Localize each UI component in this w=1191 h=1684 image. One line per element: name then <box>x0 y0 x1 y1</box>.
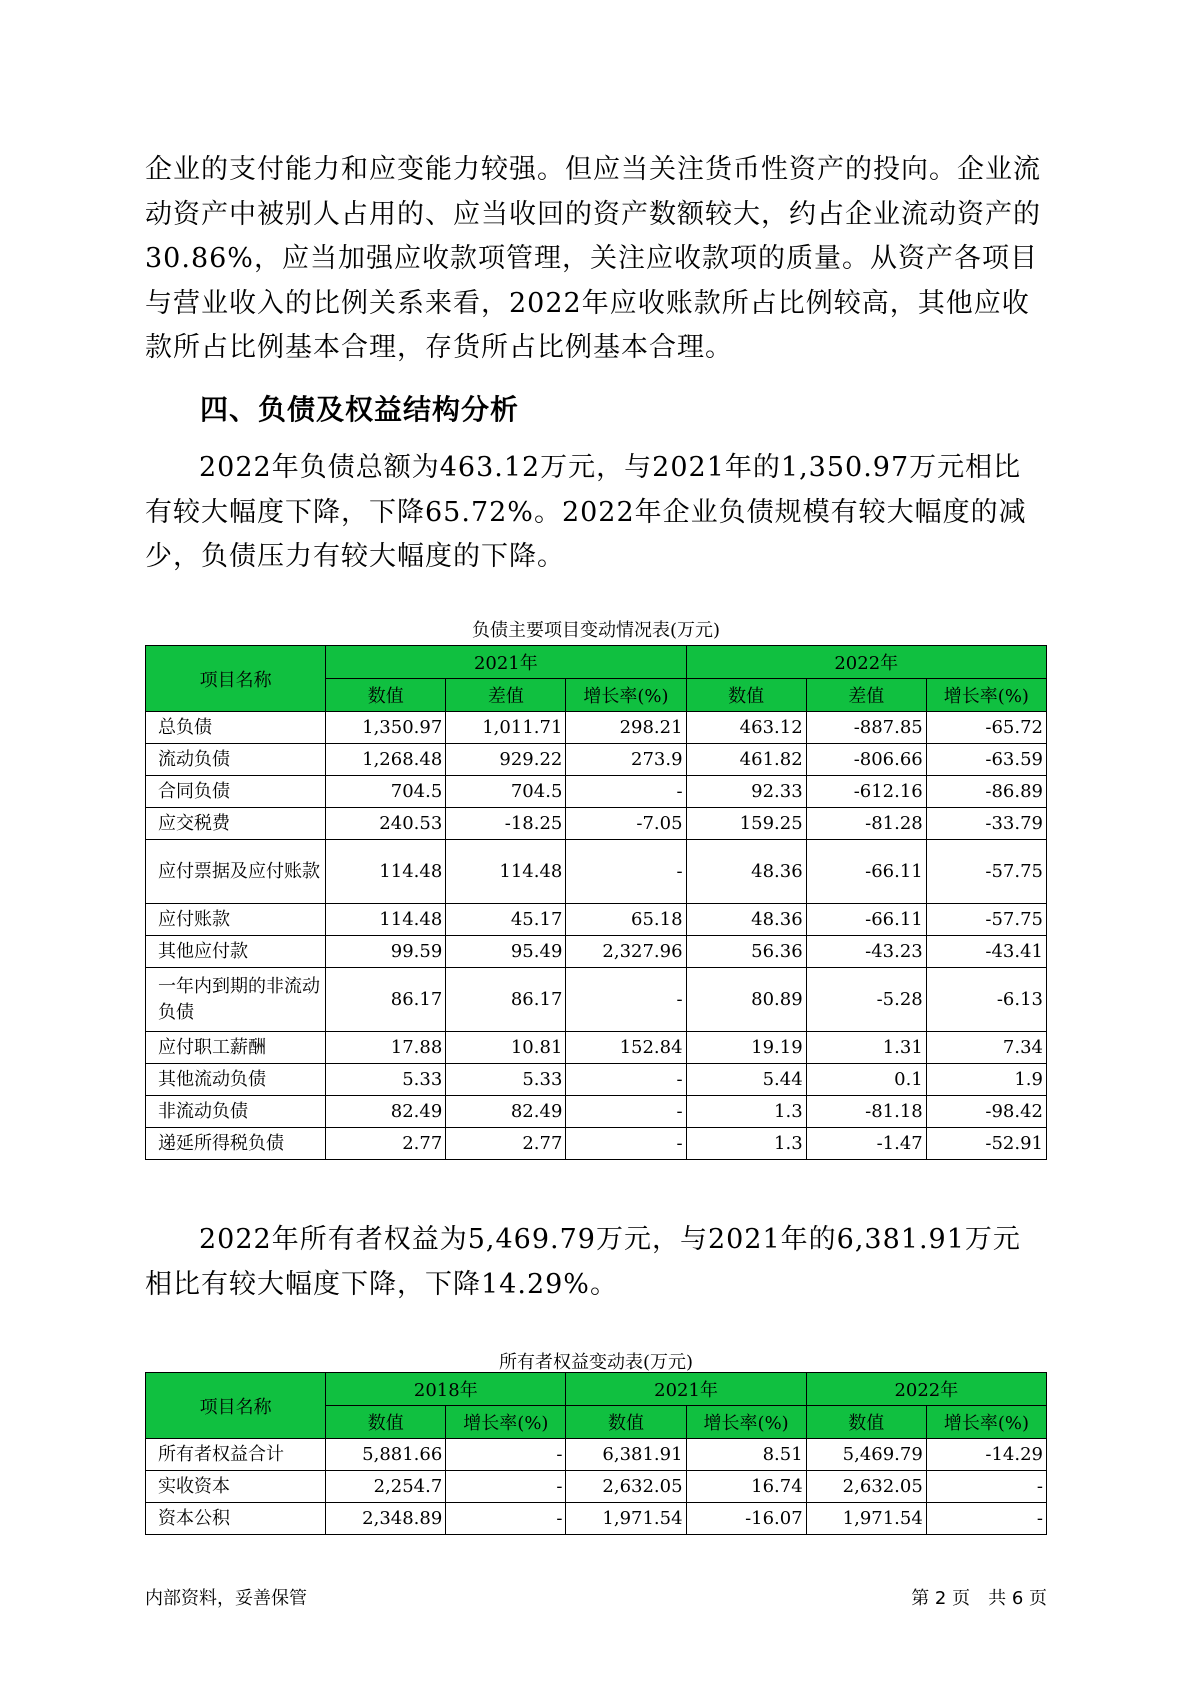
table-cell: 2,632.05 <box>806 1471 926 1503</box>
row-label: 应交税费 <box>146 808 326 840</box>
footer-page-number: 第 2 页 共 6 页 <box>911 1588 1047 1609</box>
row-label: 流动负债 <box>146 744 326 776</box>
table-cell: 82.49 <box>446 1096 566 1128</box>
table-cell: 273.9 <box>566 744 686 776</box>
row-label: 应付职工薪酬 <box>146 1032 326 1064</box>
table-cell: - <box>566 968 686 1032</box>
table-cell: 2,632.05 <box>566 1471 686 1503</box>
table-cell: 114.48 <box>326 840 446 904</box>
name-column-header: 项目名称 <box>146 646 326 712</box>
row-label: 应付票据及应付账款 <box>146 840 326 904</box>
table-cell: - <box>446 1471 566 1503</box>
table-cell: 152.84 <box>566 1032 686 1064</box>
column-header: 增长率(%) <box>926 1406 1046 1439</box>
table-cell: 86.17 <box>326 968 446 1032</box>
table-cell: 2,348.89 <box>326 1503 446 1535</box>
table-cell: -43.41 <box>926 936 1046 968</box>
table-cell: 99.59 <box>326 936 446 968</box>
table-cell: 2,327.96 <box>566 936 686 968</box>
table-cell: 1,971.54 <box>566 1503 686 1535</box>
table-cell: 86.17 <box>446 968 566 1032</box>
table-row <box>146 744 1047 776</box>
row-label: 所有者权益合计 <box>146 1439 326 1471</box>
table-cell: - <box>446 1503 566 1535</box>
table-cell: 2.77 <box>326 1128 446 1160</box>
table-cell: 7.34 <box>926 1032 1046 1064</box>
table-cell: -81.18 <box>806 1096 926 1128</box>
liabilities-table <box>145 645 1047 1160</box>
table-cell: -1.47 <box>806 1128 926 1160</box>
table-row <box>146 1439 1047 1471</box>
row-label: 递延所得税负债 <box>146 1128 326 1160</box>
table-cell: 56.36 <box>686 936 806 968</box>
table-cell: -14.29 <box>926 1439 1046 1471</box>
table-cell: 48.36 <box>686 904 806 936</box>
row-label: 非流动负债 <box>146 1096 326 1128</box>
column-header: 增长率(%) <box>566 679 686 712</box>
table-row <box>146 1032 1047 1064</box>
table-row <box>146 1471 1047 1503</box>
column-header: 数值 <box>686 679 806 712</box>
table-cell: -98.42 <box>926 1096 1046 1128</box>
table-cell: 240.53 <box>326 808 446 840</box>
table-cell: -7.05 <box>566 808 686 840</box>
column-header: 数值 <box>326 679 446 712</box>
table-cell: -612.16 <box>806 776 926 808</box>
table-cell: 159.25 <box>686 808 806 840</box>
year-header: 2021年 <box>566 1373 806 1406</box>
table-cell: -66.11 <box>806 840 926 904</box>
table-row <box>146 1128 1047 1160</box>
row-label: 应付账款 <box>146 904 326 936</box>
year-header: 2022年 <box>806 1373 1046 1406</box>
table-row <box>146 968 1047 1032</box>
table-cell: -81.28 <box>806 808 926 840</box>
table-row <box>146 1064 1047 1096</box>
table-cell: -887.85 <box>806 712 926 744</box>
table-row <box>146 712 1047 744</box>
table-cell: -806.66 <box>806 744 926 776</box>
table-cell: 463.12 <box>686 712 806 744</box>
table-cell: -52.91 <box>926 1128 1046 1160</box>
table-cell: 48.36 <box>686 840 806 904</box>
table-cell: 0.1 <box>806 1064 926 1096</box>
column-header: 数值 <box>806 1406 926 1439</box>
table-cell: 298.21 <box>566 712 686 744</box>
table-cell: 929.22 <box>446 744 566 776</box>
table-cell: 2.77 <box>446 1128 566 1160</box>
table-cell: 16.74 <box>686 1471 806 1503</box>
year-header: 2022年 <box>686 646 1046 679</box>
table-row <box>146 808 1047 840</box>
year-header: 2021年 <box>326 646 686 679</box>
column-header: 差值 <box>446 679 566 712</box>
table-cell: 8.51 <box>686 1439 806 1471</box>
table-cell: - <box>926 1471 1046 1503</box>
table-cell: - <box>926 1503 1046 1535</box>
table-cell: 5,881.66 <box>326 1439 446 1471</box>
table-cell: 80.89 <box>686 968 806 1032</box>
column-header: 增长率(%) <box>446 1406 566 1439</box>
table-cell: 1.9 <box>926 1064 1046 1096</box>
name-column-header: 项目名称 <box>146 1373 326 1439</box>
table-cell: 1.3 <box>686 1128 806 1160</box>
table-cell: -86.89 <box>926 776 1046 808</box>
table-cell: - <box>566 776 686 808</box>
row-label: 其他流动负债 <box>146 1064 326 1096</box>
row-label: 实收资本 <box>146 1471 326 1503</box>
table-cell: -18.25 <box>446 808 566 840</box>
table-cell: -66.11 <box>806 904 926 936</box>
body-paragraph-1: 企业的支付能力和应变能力较强。但应当关注货币性资产的投向。企业流动资产中被别人占用的、应当收回的资产数额较大，约占企业流动资产的30.86%，应当加强应收款项管理，关注应收款项的质量。从资产各项目与营业收入的比例关系来看，2022年应收账款所占比例较高，其他应收款所占比例基本合理，存货所占比例基本合理。 <box>145 154 1041 363</box>
table-row <box>146 776 1047 808</box>
table-cell: -63.59 <box>926 744 1046 776</box>
table-cell: 65.18 <box>566 904 686 936</box>
year-header: 2018年 <box>326 1373 566 1406</box>
section-heading: 四、负债及权益结构分析 <box>200 393 520 426</box>
table-cell: 19.19 <box>686 1032 806 1064</box>
body-paragraph-2: 2022年负债总额为463.12万元，与2021年的1,350.97万元相比有较大幅度下降，下降65.72%。2022年企业负债规模有较大幅度的减少，负债压力有较大幅度的下降。 <box>145 452 1027 572</box>
table-cell: - <box>446 1439 566 1471</box>
table-cell: - <box>566 1064 686 1096</box>
table-cell: -33.79 <box>926 808 1046 840</box>
column-header: 数值 <box>566 1406 686 1439</box>
table1-caption: 负债主要项目变动情况表(万元) <box>471 620 721 641</box>
table-row <box>146 904 1047 936</box>
table-cell: -57.75 <box>926 904 1046 936</box>
equity-table <box>145 1372 1047 1535</box>
table-row <box>146 1503 1047 1535</box>
table-cell: 2,254.7 <box>326 1471 446 1503</box>
table-cell: - <box>566 1128 686 1160</box>
table-cell: 461.82 <box>686 744 806 776</box>
table-row <box>146 840 1047 904</box>
column-header: 数值 <box>326 1406 446 1439</box>
table-cell: - <box>566 1096 686 1128</box>
table-cell: 5.44 <box>686 1064 806 1096</box>
table-cell: 1,268.48 <box>326 744 446 776</box>
table-cell: 95.49 <box>446 936 566 968</box>
table-row <box>146 936 1047 968</box>
row-label: 一年内到期的非流动负债 <box>146 968 326 1032</box>
table-cell: 17.88 <box>326 1032 446 1064</box>
table-cell: 1,011.71 <box>446 712 566 744</box>
table-cell: 5,469.79 <box>806 1439 926 1471</box>
table-cell: -16.07 <box>686 1503 806 1535</box>
table-cell: 114.48 <box>446 840 566 904</box>
table2-caption: 所有者权益变动表(万元) <box>498 1352 694 1373</box>
table-cell: 10.81 <box>446 1032 566 1064</box>
column-header: 差值 <box>806 679 926 712</box>
table-cell: 704.5 <box>446 776 566 808</box>
table-cell: 1.31 <box>806 1032 926 1064</box>
table-cell: -6.13 <box>926 968 1046 1032</box>
body-paragraph-3: 2022年所有者权益为5,469.79万元，与2021年的6,381.91万元相比有较大幅度下降，下降14.29%。 <box>145 1224 1021 1300</box>
row-label: 其他应付款 <box>146 936 326 968</box>
table-cell: -65.72 <box>926 712 1046 744</box>
row-label: 合同负债 <box>146 776 326 808</box>
table-cell: -43.23 <box>806 936 926 968</box>
column-header: 增长率(%) <box>926 679 1046 712</box>
table-cell: -5.28 <box>806 968 926 1032</box>
table-cell: -57.75 <box>926 840 1046 904</box>
table-cell: 45.17 <box>446 904 566 936</box>
table-cell: 1.3 <box>686 1096 806 1128</box>
column-header: 增长率(%) <box>686 1406 806 1439</box>
row-label: 资本公积 <box>146 1503 326 1535</box>
table-cell: - <box>566 840 686 904</box>
table-cell: 92.33 <box>686 776 806 808</box>
row-label: 总负债 <box>146 712 326 744</box>
table-row <box>146 1096 1047 1128</box>
table-cell: 6,381.91 <box>566 1439 686 1471</box>
table-cell: 1,971.54 <box>806 1503 926 1535</box>
table-cell: 1,350.97 <box>326 712 446 744</box>
table-cell: 114.48 <box>326 904 446 936</box>
table-cell: 82.49 <box>326 1096 446 1128</box>
table-cell: 5.33 <box>446 1064 566 1096</box>
footer-confidential-note: 内部资料，妥善保管 <box>145 1588 307 1609</box>
table-cell: 5.33 <box>326 1064 446 1096</box>
table-cell: 704.5 <box>326 776 446 808</box>
